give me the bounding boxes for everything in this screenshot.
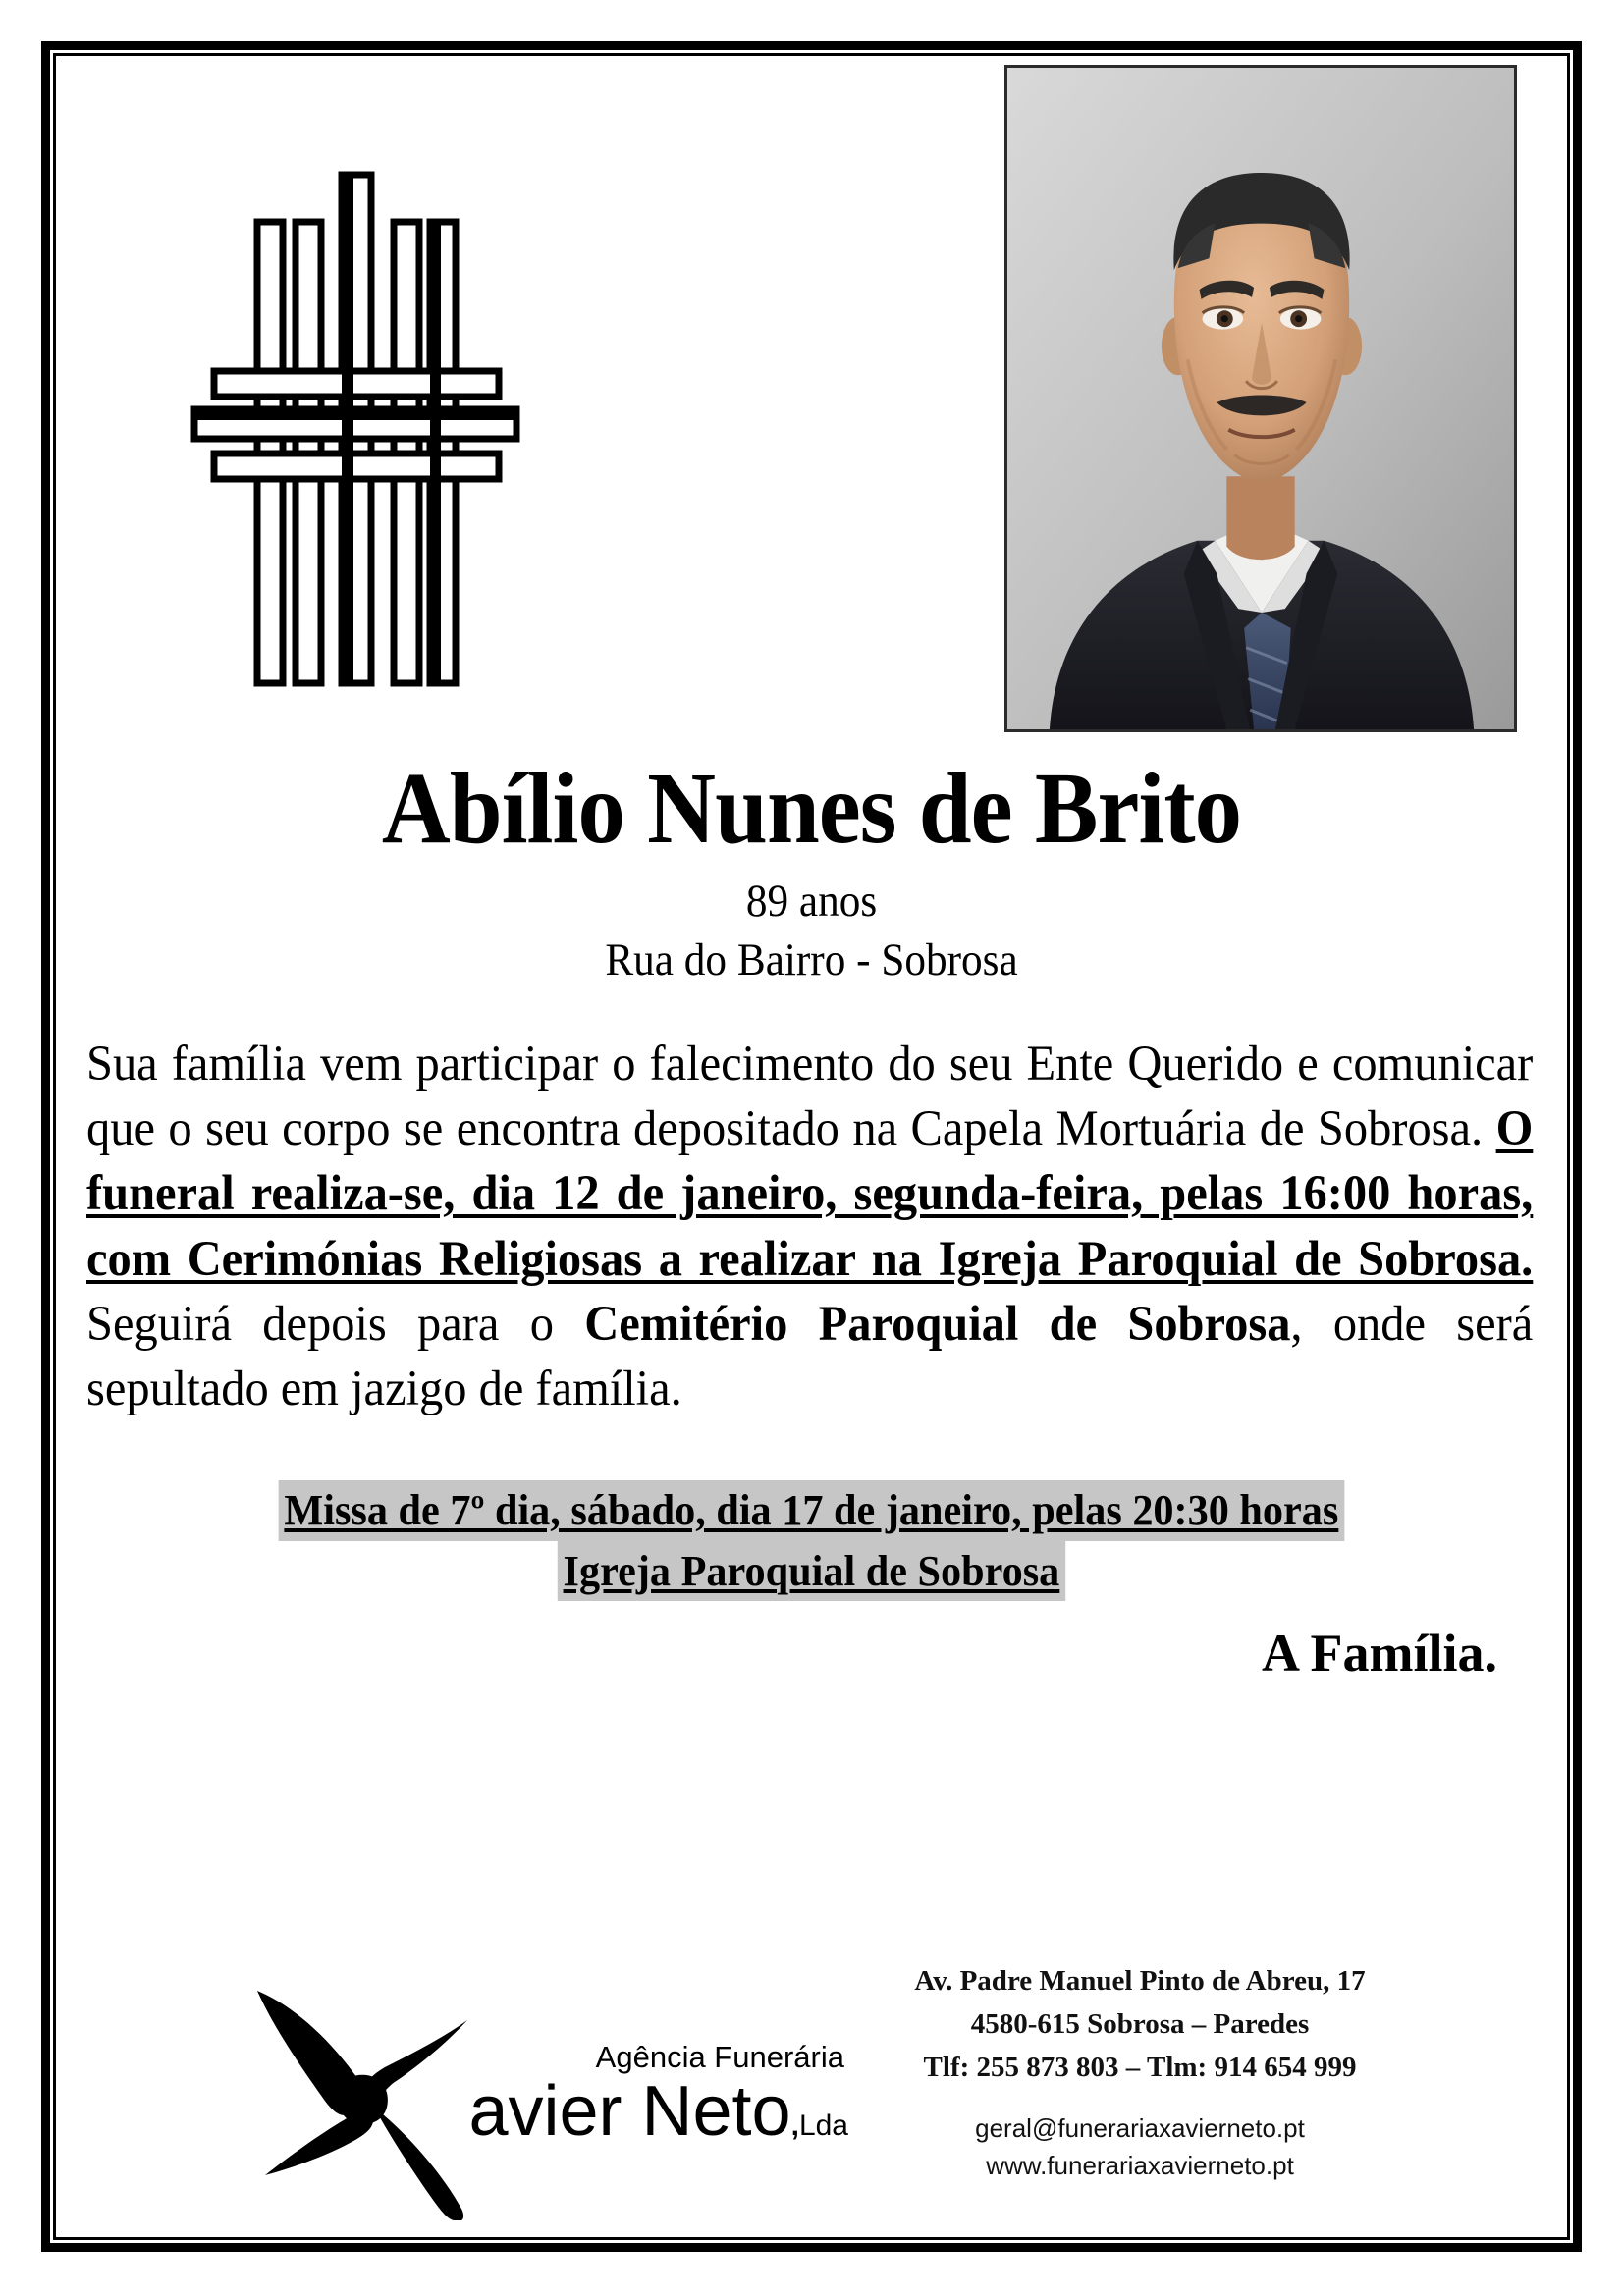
notice-paragraph bbox=[86, 1032, 1533, 1422]
agency-phone-line: Tlf: 255 873 803 – Tlm: 914 654 999 bbox=[923, 2052, 1357, 2084]
agency-website[interactable]: www.funerariaxavierneto.pt bbox=[986, 2151, 1294, 2181]
cross-icon bbox=[167, 104, 520, 693]
body-segment-intro: Sua família vem participar o falecimento do seu Ente Querido e comunicar que o seu corpo se encontra depositado na Capela Mortuária de Sobrosa. bbox=[86, 1036, 1534, 1156]
deceased-address: Rua do Bairro - Sobrosa bbox=[605, 934, 1018, 987]
agency-email[interactable]: geral@funerariaxavierneto.pt bbox=[975, 2113, 1305, 2144]
agency-name bbox=[416, 2072, 848, 2151]
agency-tagline: Agência Funerária bbox=[595, 2040, 844, 2074]
family-signature: A Família. bbox=[1262, 1624, 1497, 1683]
notice-body bbox=[69, 1032, 1554, 1422]
header-area bbox=[69, 65, 1554, 732]
agency-logo bbox=[243, 1948, 848, 2213]
notice-content bbox=[69, 65, 1554, 2228]
deceased-age: 89 anos bbox=[745, 876, 878, 928]
body-segment-cemetery: Cemitério Paroquial de Sobrosa bbox=[584, 1296, 1291, 1352]
agency-logo-text bbox=[416, 2040, 848, 2151]
agency-address-line-1: Av. Padre Manuel Pinto de Abreu, 17 bbox=[914, 1964, 1366, 1997]
agency-name-comma: , bbox=[790, 2109, 799, 2142]
body-segment-link: Seguirá depois para o bbox=[86, 1296, 585, 1352]
mass-notice bbox=[69, 1480, 1554, 1601]
deceased-photo bbox=[1004, 65, 1517, 732]
agency-name-suffix: Lda bbox=[798, 2109, 848, 2142]
mass-line-date: Missa de 7º dia, sábado, dia 17 de janeiro, pelas 20:30 horas bbox=[279, 1480, 1344, 1541]
agency-address-line-2: 4580-615 Sobrosa – Paredes bbox=[970, 2007, 1310, 2040]
body-segment-outro: , onde será sepultado em jazigo de família. bbox=[86, 1296, 1534, 1417]
body-segment-funeral-details: O funeral realiza-se, dia 12 de janeiro, segunda-feira, pelas 16:00 horas, com Cerimónias Religiosas a realizar na Igreja Paroquial de Sobrosa. bbox=[86, 1100, 1534, 1287]
agency-contact-block bbox=[845, 1959, 1434, 2185]
agency-name-text: avier Neto bbox=[468, 2072, 791, 2151]
footer-area bbox=[69, 1924, 1554, 2218]
mass-line-location: Igreja Paroquial de Sobrosa bbox=[558, 1541, 1065, 1602]
deceased-name: Abílio Nunes de Brito bbox=[381, 752, 1242, 865]
